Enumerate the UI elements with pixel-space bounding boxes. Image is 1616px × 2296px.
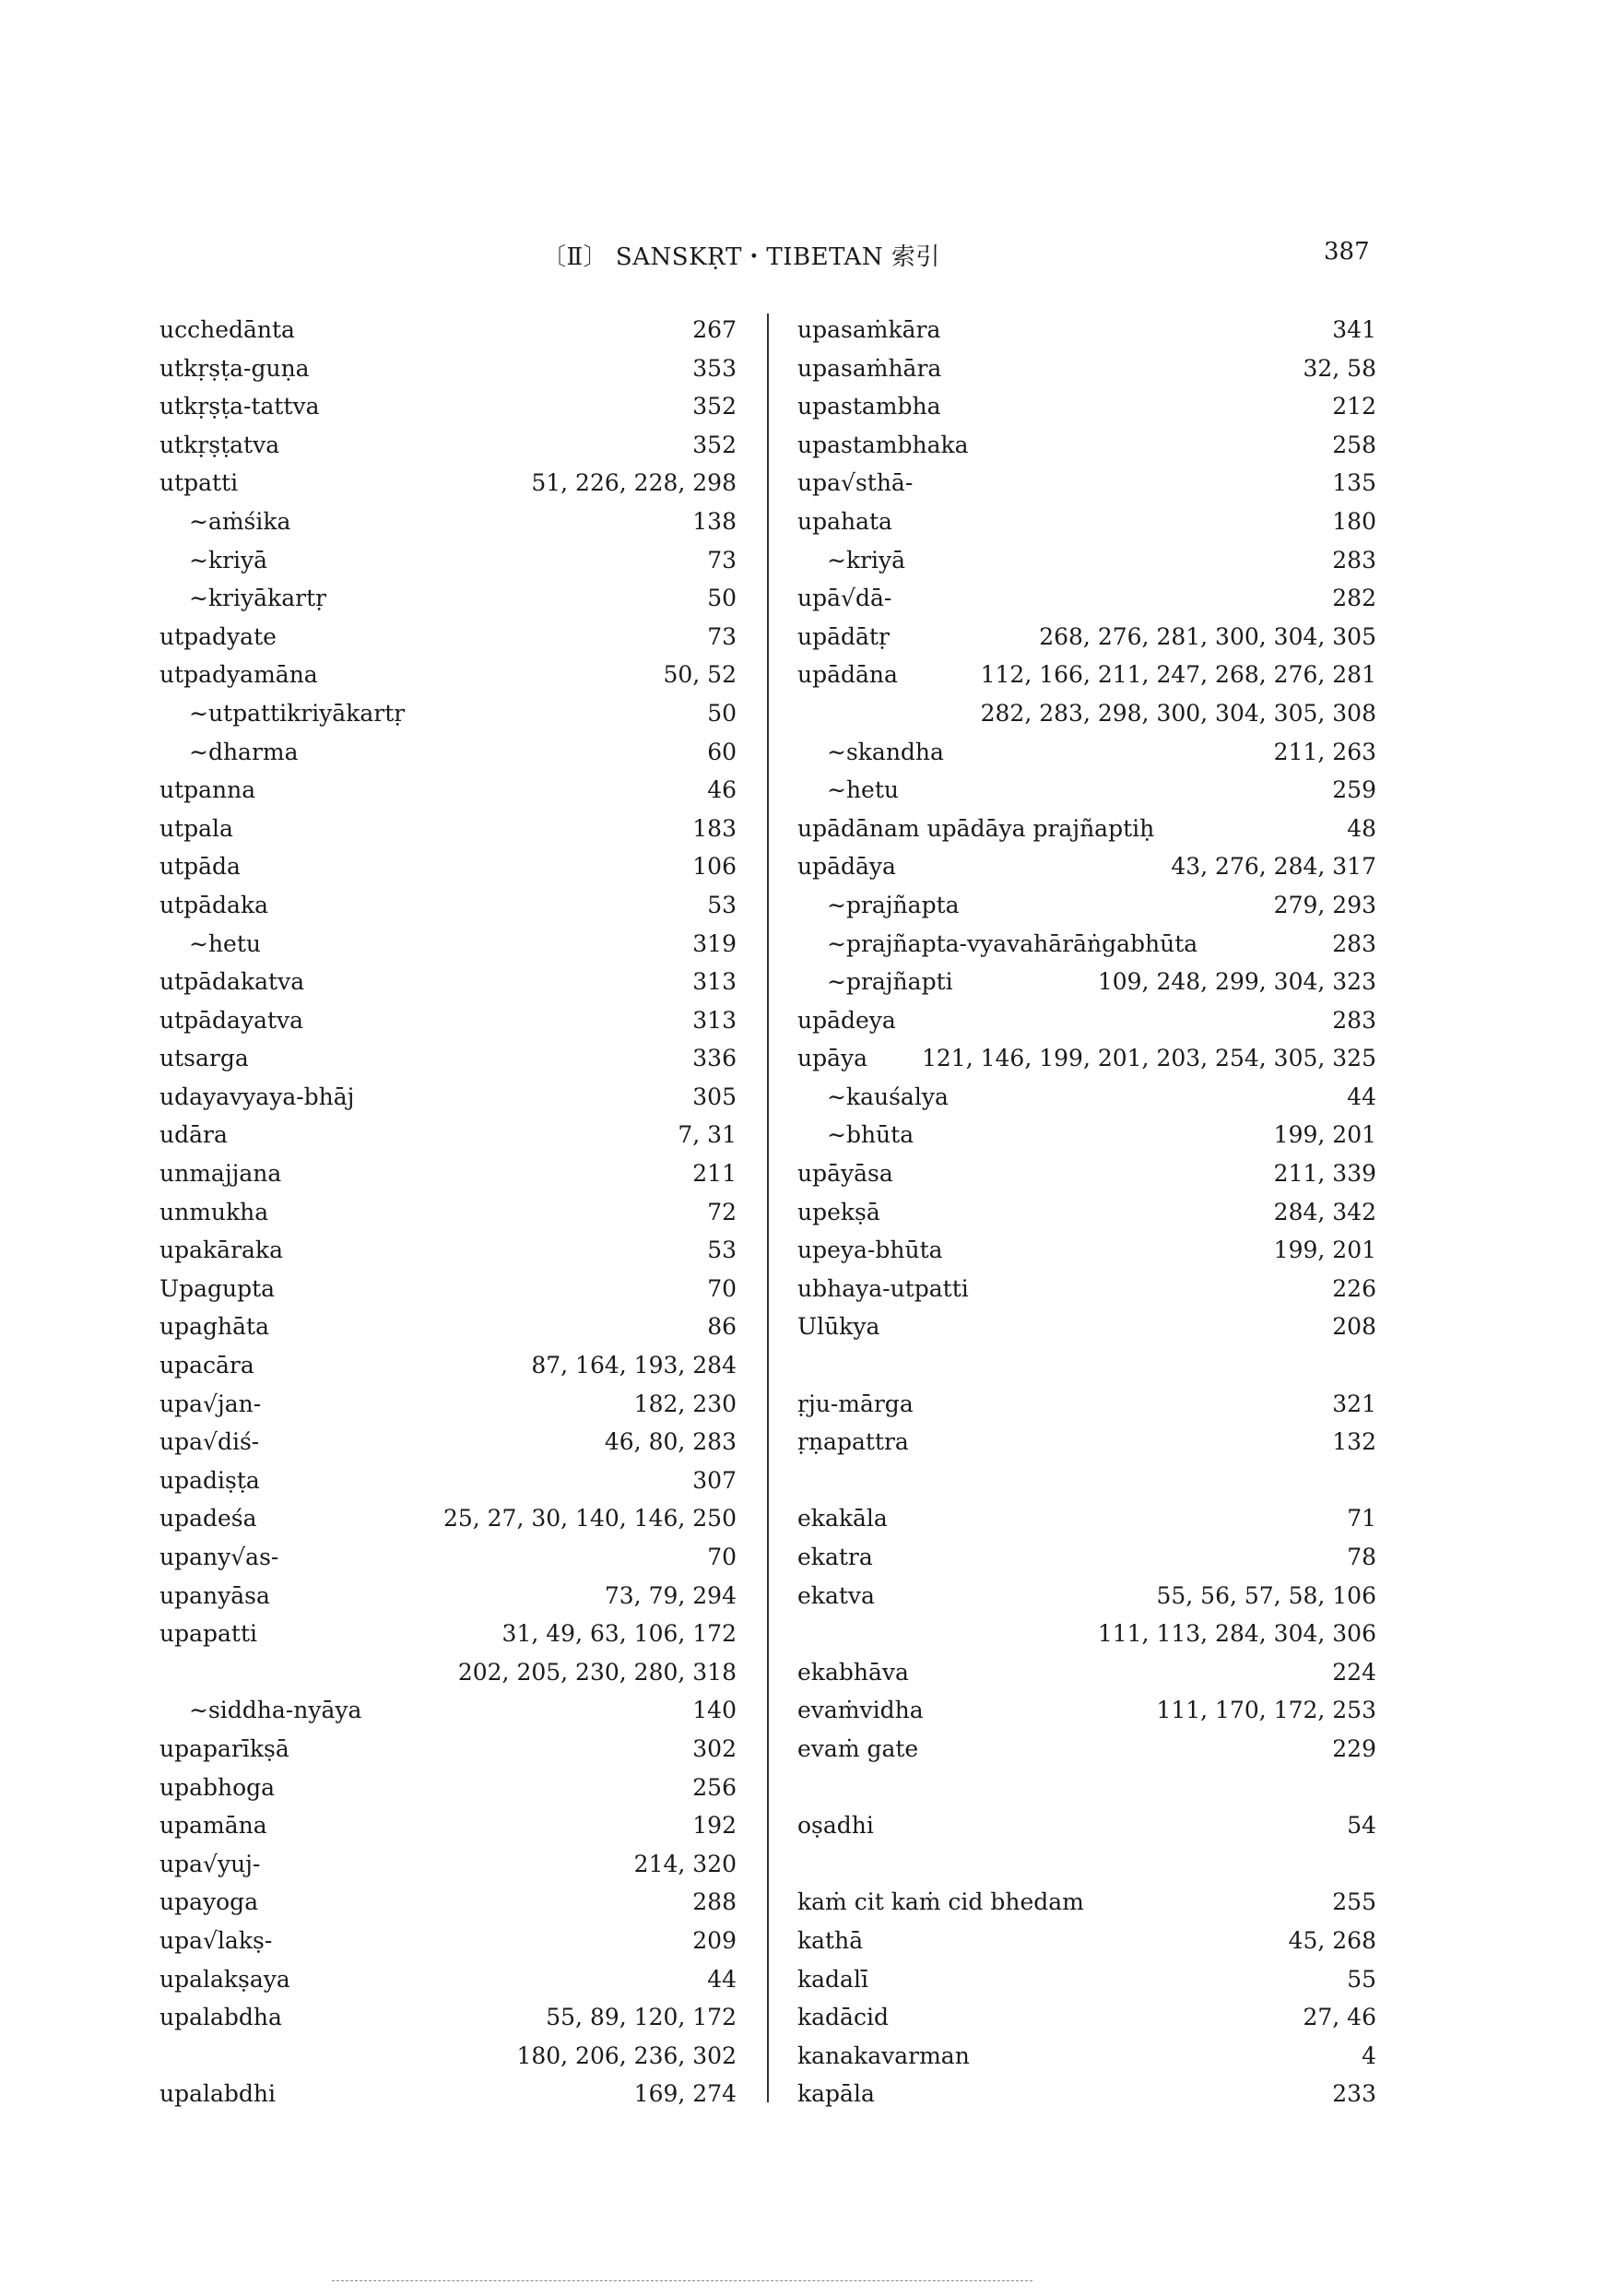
entry-term: upalabdhi — [159, 2080, 277, 2108]
entry-term: upādātṛ — [797, 622, 890, 650]
index-entry — [159, 1116, 737, 1154]
entry-term: unmukha — [159, 1198, 269, 1225]
entry-page-refs: 211, 339 — [1273, 1160, 1376, 1188]
entry-page-refs: 53 — [707, 891, 737, 918]
entry-page-refs: 25, 27, 30, 140, 146, 250 — [442, 1505, 737, 1533]
entry-page-refs: 283 — [1332, 546, 1376, 574]
entry-term: utpāda — [159, 853, 241, 881]
index-entry — [159, 1462, 737, 1500]
entry-page-refs: 305 — [692, 1083, 737, 1110]
entry-page-refs: 313 — [692, 1006, 737, 1034]
entry-page-refs: 199, 201 — [1273, 1121, 1376, 1149]
index-entry — [159, 1730, 737, 1769]
entry-page-refs: 44 — [1347, 1083, 1376, 1110]
entry-page-refs: 226 — [1332, 1274, 1376, 1302]
entry-page-refs: 283 — [1332, 1006, 1376, 1034]
index-entry — [159, 1423, 737, 1462]
entry-page-refs: 211, 263 — [1273, 738, 1376, 765]
entry-term: utpadyamāna — [159, 661, 318, 689]
index-entry — [159, 1154, 737, 1193]
entry-term: upādeya — [797, 1006, 896, 1034]
entry-page-refs: 70 — [707, 1544, 737, 1570]
entry-term: Ulūkya — [797, 1313, 880, 1341]
entry-page-refs: 51, 226, 228, 298 — [531, 469, 737, 497]
index-subentry — [159, 579, 737, 618]
entry-term: ∼kauśalya — [827, 1083, 949, 1110]
entry-page-refs: 50, 52 — [663, 661, 737, 689]
entry-term: upekṣā — [797, 1198, 880, 1225]
index-column-right — [797, 311, 1376, 2113]
entry-page-refs: 202, 205, 230, 280, 318 — [457, 1658, 737, 1686]
page-number: 387 — [1324, 238, 1370, 266]
scan-artifact-rule — [332, 2280, 1032, 2281]
entry-page-refs: 78 — [1347, 1544, 1376, 1570]
index-entry — [159, 1039, 737, 1078]
entry-page-refs: 55, 56, 57, 58, 106 — [1156, 1581, 1376, 1609]
entry-page-refs: 288 — [692, 1888, 737, 1916]
index-subentry — [159, 1691, 737, 1730]
entry-term: upādānam upādāya prajñaptiḥ — [797, 814, 1155, 842]
entry-term: upādāya — [797, 853, 896, 881]
index-entry — [797, 349, 1376, 388]
entry-term: ∼kriyā — [189, 546, 268, 574]
index-entry — [159, 1193, 737, 1232]
section-gap — [797, 1462, 1376, 1500]
entry-term: upaparīkṣā — [159, 1734, 289, 1762]
entry-page-refs: 138 — [692, 507, 737, 535]
index-subentry — [159, 541, 737, 580]
index-entry — [159, 311, 737, 349]
entry-page-refs: 258 — [1332, 431, 1376, 458]
entry-page-refs: 336 — [692, 1045, 737, 1072]
index-entry — [797, 1806, 1376, 1845]
entry-term: ṛṇapattra — [797, 1428, 909, 1456]
entry-term: upadeśa — [159, 1505, 257, 1533]
entry-term: utkṛṣṭatva — [159, 431, 280, 458]
section-gap — [797, 1346, 1376, 1385]
header-title: 〔Ⅱ〕 SANSKṚT・TIBETAN 索引 — [542, 243, 940, 271]
entry-page-refs: 267 — [692, 316, 737, 343]
index-entry — [159, 886, 737, 925]
entry-page-refs: 283 — [1332, 929, 1376, 957]
entry-term: upāyāsa — [797, 1160, 893, 1188]
entry-term: upā√dā- — [797, 585, 892, 612]
entry-page-refs: 302 — [692, 1734, 737, 1762]
index-entry — [159, 387, 737, 426]
entry-term: ∼siddha-nyāya — [189, 1697, 362, 1724]
index-subentry — [797, 541, 1376, 580]
entry-term: upacāra — [159, 1352, 254, 1379]
entry-page-refs: 86 — [707, 1313, 737, 1341]
index-entry — [797, 847, 1376, 886]
index-entry-continuation — [159, 2037, 737, 2076]
index-entry — [159, 1538, 737, 1577]
entry-term: evaṁ gate — [797, 1734, 919, 1762]
entry-term: utkṛṣṭa-tattva — [159, 393, 320, 420]
index-entry — [159, 1499, 737, 1538]
index-entry — [797, 1499, 1376, 1538]
index-entry — [797, 311, 1376, 349]
entry-term: udāra — [159, 1121, 228, 1149]
entry-term: utpādakatva — [159, 968, 305, 996]
entry-term: upasaṁkāra — [797, 316, 941, 343]
entry-page-refs: 112, 166, 211, 247, 268, 276, 281 — [980, 661, 1376, 689]
entry-page-refs: 72 — [707, 1198, 737, 1225]
index-subentry — [797, 733, 1376, 772]
entry-term: kadācid — [797, 2004, 889, 2031]
entry-term: upahata — [797, 507, 892, 535]
entry-term: kapāla — [797, 2080, 875, 2108]
entry-term: upa√yuj- — [159, 1850, 261, 1877]
entry-page-refs: 55, 89, 120, 172 — [546, 2004, 737, 2031]
index-entry — [159, 1078, 737, 1117]
index-entry — [797, 810, 1376, 848]
entry-term: ∼kriyā — [827, 546, 906, 574]
entry-page-refs: 71 — [1347, 1505, 1376, 1533]
index-entry — [159, 464, 737, 503]
entry-term: upa√jan- — [159, 1390, 262, 1417]
entry-term: ∼dharma — [189, 738, 299, 765]
entry-page-refs: 73 — [707, 546, 737, 574]
index-entry — [797, 1730, 1376, 1769]
entry-page-refs: 121, 146, 199, 201, 203, 254, 305, 325 — [922, 1045, 1376, 1072]
entry-term: upa√lakṣ- — [159, 1926, 273, 1954]
entry-term: ekatra — [797, 1544, 873, 1570]
entry-page-refs: 284, 342 — [1273, 1198, 1376, 1225]
entry-page-refs: 46 — [707, 776, 737, 804]
entry-page-refs: 209 — [692, 1926, 737, 1954]
entry-term: upasaṁhāra — [797, 354, 942, 382]
index-entry — [159, 1615, 737, 1653]
entry-term: upakāraka — [159, 1237, 283, 1264]
index-entry — [797, 1039, 1376, 1078]
entry-term: ∼prajñapti — [827, 968, 953, 996]
index-entry — [797, 1691, 1376, 1730]
index-entry-continuation — [797, 694, 1376, 733]
entry-term: udayavyaya-bhāj — [159, 1083, 355, 1110]
index-entry — [159, 810, 737, 848]
entry-term: utkṛṣṭa-guṇa — [159, 354, 310, 382]
entry-page-refs: 268, 276, 281, 300, 304, 305 — [1039, 622, 1376, 650]
entry-page-refs: 208 — [1332, 1313, 1376, 1341]
entry-page-refs: 31, 49, 63, 106, 172 — [501, 1620, 737, 1648]
entry-term: utsarga — [159, 1045, 249, 1072]
entry-term: upamāna — [159, 1812, 267, 1840]
entry-page-refs: 4 — [1362, 2042, 1376, 2069]
entry-term: upany√as- — [159, 1544, 279, 1570]
index-entry — [159, 656, 737, 694]
entry-page-refs: 140 — [692, 1697, 737, 1724]
entry-term: ∼aṁśika — [189, 507, 291, 535]
index-subentry — [797, 886, 1376, 925]
entry-page-refs: 224 — [1332, 1658, 1376, 1686]
entry-page-refs: 353 — [692, 354, 737, 382]
entry-page-refs: 43, 276, 284, 317 — [1171, 853, 1376, 881]
entry-term: kathā — [797, 1926, 864, 1954]
entry-page-refs: 106 — [692, 853, 737, 881]
entry-term: upayoga — [159, 1888, 259, 1916]
entry-term: utpatti — [159, 469, 239, 497]
entry-page-refs: 352 — [692, 431, 737, 458]
entry-page-refs: 279, 293 — [1273, 891, 1376, 918]
index-entry — [159, 349, 737, 388]
entry-term: ∼bhūta — [827, 1121, 914, 1149]
entry-term: upastambhaka — [797, 431, 969, 458]
entry-page-refs: 169, 274 — [633, 2080, 737, 2108]
entry-term: ∼skandha — [827, 738, 944, 765]
index-entry — [797, 1270, 1376, 1308]
index-entry — [797, 2037, 1376, 2076]
entry-term: oṣadhi — [797, 1812, 874, 1840]
entry-page-refs: 44 — [707, 1965, 737, 1993]
entry-page-refs: 180 — [1332, 507, 1376, 535]
entry-page-refs: 7, 31 — [678, 1121, 737, 1149]
index-subentry — [797, 963, 1376, 1001]
index-entry — [797, 1001, 1376, 1040]
entry-page-refs: 321 — [1332, 1390, 1376, 1417]
entry-term: upāya — [797, 1045, 868, 1072]
index-entry — [159, 847, 737, 886]
entry-term: Upagupta — [159, 1274, 276, 1302]
index-entry — [797, 1385, 1376, 1424]
entry-term: utpadyate — [159, 622, 277, 650]
index-entry-continuation — [159, 1653, 737, 1692]
entry-term: utpanna — [159, 776, 256, 804]
entry-term: upalabdha — [159, 2004, 282, 2031]
entry-page-refs: 192 — [692, 1812, 737, 1840]
section-gap — [797, 1769, 1376, 1807]
entry-term: unmajjana — [159, 1160, 282, 1188]
index-entry — [797, 1960, 1376, 1999]
entry-page-refs: 233 — [1332, 2080, 1376, 2108]
entry-term: upa√sthā- — [797, 469, 914, 497]
entry-term: ∼prajñapta — [827, 891, 960, 918]
entry-term: ubhaya-utpatti — [797, 1274, 969, 1302]
index-entry — [159, 1346, 737, 1385]
running-header — [0, 231, 1616, 277]
entry-page-refs: 73 — [707, 622, 737, 650]
entry-page-refs: 55 — [1347, 1965, 1376, 1993]
entry-term: upapatti — [159, 1620, 258, 1648]
entry-page-refs: 70 — [707, 1274, 737, 1302]
index-entry — [797, 1193, 1376, 1232]
index-entry — [159, 771, 737, 810]
index-entry — [797, 1231, 1376, 1270]
entry-page-refs: 46, 80, 283 — [604, 1428, 737, 1456]
entry-page-refs: 53 — [707, 1237, 737, 1264]
column-divider — [767, 314, 769, 2102]
entry-term: ∼utpattikriyākartṛ — [189, 699, 406, 727]
entry-page-refs: 319 — [692, 929, 737, 957]
entry-term: utpādaka — [159, 891, 269, 918]
entry-term: upanyāsa — [159, 1581, 270, 1609]
entry-page-refs: 50 — [707, 585, 737, 612]
entry-page-refs: 54 — [1347, 1812, 1376, 1840]
entry-term: upādāna — [797, 661, 898, 689]
entry-term: kanakavarman — [797, 2042, 970, 2069]
entry-term: upadiṣṭa — [159, 1466, 260, 1494]
index-entry — [797, 1653, 1376, 1692]
entry-term: ucchedānta — [159, 316, 295, 343]
entry-page-refs: 50 — [707, 699, 737, 727]
index-entry — [159, 426, 737, 465]
entry-term: ∼hetu — [189, 929, 261, 957]
index-entry — [797, 1922, 1376, 1960]
entry-term: ekatva — [797, 1581, 875, 1609]
entry-page-refs: 73, 79, 294 — [604, 1581, 737, 1609]
index-entry — [159, 618, 737, 657]
index-subentry — [797, 1078, 1376, 1117]
entry-term: utpala — [159, 814, 233, 842]
index-subentry — [797, 771, 1376, 810]
index-entry — [159, 1308, 737, 1346]
entry-term: kadalī — [797, 1965, 868, 1993]
entry-page-refs: 183 — [692, 814, 737, 842]
index-entry — [159, 1001, 737, 1040]
entry-term: utpādayatva — [159, 1006, 304, 1034]
entry-page-refs: 307 — [692, 1466, 737, 1494]
entry-page-refs: 313 — [692, 968, 737, 996]
index-subentry — [159, 694, 737, 733]
index-entry — [797, 1423, 1376, 1462]
entry-page-refs: 214, 320 — [633, 1850, 737, 1877]
entry-term: upalakṣaya — [159, 1965, 290, 1993]
index-entry — [797, 426, 1376, 465]
entry-page-refs: 60 — [707, 738, 737, 765]
index-entry — [159, 1922, 737, 1960]
index-entry — [159, 1883, 737, 1922]
index-subentry — [159, 925, 737, 964]
entry-page-refs: 32, 58 — [1303, 354, 1376, 382]
entry-page-refs: 211 — [692, 1160, 737, 1188]
entry-page-refs: 109, 248, 299, 304, 323 — [1097, 968, 1376, 996]
entry-page-refs: 229 — [1332, 1734, 1376, 1762]
index-entry — [797, 503, 1376, 541]
entry-page-refs: 212 — [1332, 393, 1376, 420]
entry-page-refs: 259 — [1332, 776, 1376, 804]
entry-page-refs: 180, 206, 236, 302 — [516, 2042, 737, 2069]
index-entry — [797, 579, 1376, 618]
entry-page-refs: 255 — [1332, 1888, 1376, 1916]
entry-page-refs: 48 — [1347, 814, 1376, 842]
entry-page-refs: 256 — [692, 1773, 737, 1801]
entry-page-refs: 132 — [1332, 1428, 1376, 1456]
index-subentry — [797, 925, 1376, 964]
entry-page-refs: 352 — [692, 393, 737, 420]
index-entry — [797, 464, 1376, 503]
index-subentry — [797, 1116, 1376, 1154]
entry-page-refs: 45, 268 — [1288, 1926, 1376, 1954]
index-entry — [797, 656, 1376, 694]
entry-term: ∼prajñapta-vyavahārāṅgabhūta — [827, 929, 1198, 957]
entry-term: upastambha — [797, 393, 941, 420]
entry-term: kaṁ cit kaṁ cid bhedam — [797, 1888, 1084, 1916]
index-entry — [797, 1308, 1376, 1346]
index-entry — [159, 1577, 737, 1615]
entry-page-refs: 135 — [1332, 469, 1376, 497]
entry-term: ekakāla — [797, 1505, 888, 1533]
entry-page-refs: 87, 164, 193, 284 — [531, 1352, 737, 1379]
index-entry — [797, 1538, 1376, 1577]
entry-page-refs: 282, 283, 298, 300, 304, 305, 308 — [980, 699, 1376, 727]
entry-term: upeya-bhūta — [797, 1237, 943, 1264]
entry-page-refs: 199, 201 — [1273, 1237, 1376, 1264]
entry-term: upa√diś- — [159, 1428, 260, 1456]
entry-term: ∼kriyākartṛ — [189, 585, 327, 612]
index-entry — [797, 1577, 1376, 1615]
entry-term: upaghāta — [159, 1313, 269, 1341]
index-entry — [159, 1270, 737, 1308]
index-entry — [159, 1998, 737, 2037]
entry-page-refs: 111, 170, 172, 253 — [1156, 1697, 1376, 1724]
entry-page-refs: 282 — [1332, 585, 1376, 612]
entry-term: ṛju-mārga — [797, 1390, 914, 1417]
section-gap — [797, 1845, 1376, 1884]
entry-term: evaṁvidha — [797, 1697, 924, 1724]
index-entry — [797, 1883, 1376, 1922]
index-subentry — [159, 503, 737, 541]
index-entry — [159, 1806, 737, 1845]
index-entry — [797, 2075, 1376, 2113]
index-entry — [159, 1385, 737, 1424]
index-subentry — [159, 733, 737, 772]
index-entry — [159, 1960, 737, 1999]
index-entry — [797, 618, 1376, 657]
entry-term: ekabhāva — [797, 1658, 909, 1686]
entry-page-refs: 341 — [1332, 316, 1376, 343]
index-entry — [797, 387, 1376, 426]
index-entry — [159, 2075, 737, 2113]
entry-page-refs: 111, 113, 284, 304, 306 — [1097, 1620, 1376, 1648]
entry-term: ∼hetu — [827, 776, 899, 804]
index-entry — [797, 1998, 1376, 2037]
index-entry — [159, 1231, 737, 1270]
index-entry — [797, 1154, 1376, 1193]
index-entry — [159, 1769, 737, 1807]
entry-term: upabhoga — [159, 1773, 276, 1801]
index-entry — [159, 1845, 737, 1884]
index-column-left — [159, 311, 737, 2113]
entry-page-refs: 182, 230 — [633, 1390, 737, 1417]
entry-page-refs: 27, 46 — [1303, 2004, 1376, 2031]
index-entry-continuation — [797, 1615, 1376, 1653]
index-entry — [159, 963, 737, 1001]
